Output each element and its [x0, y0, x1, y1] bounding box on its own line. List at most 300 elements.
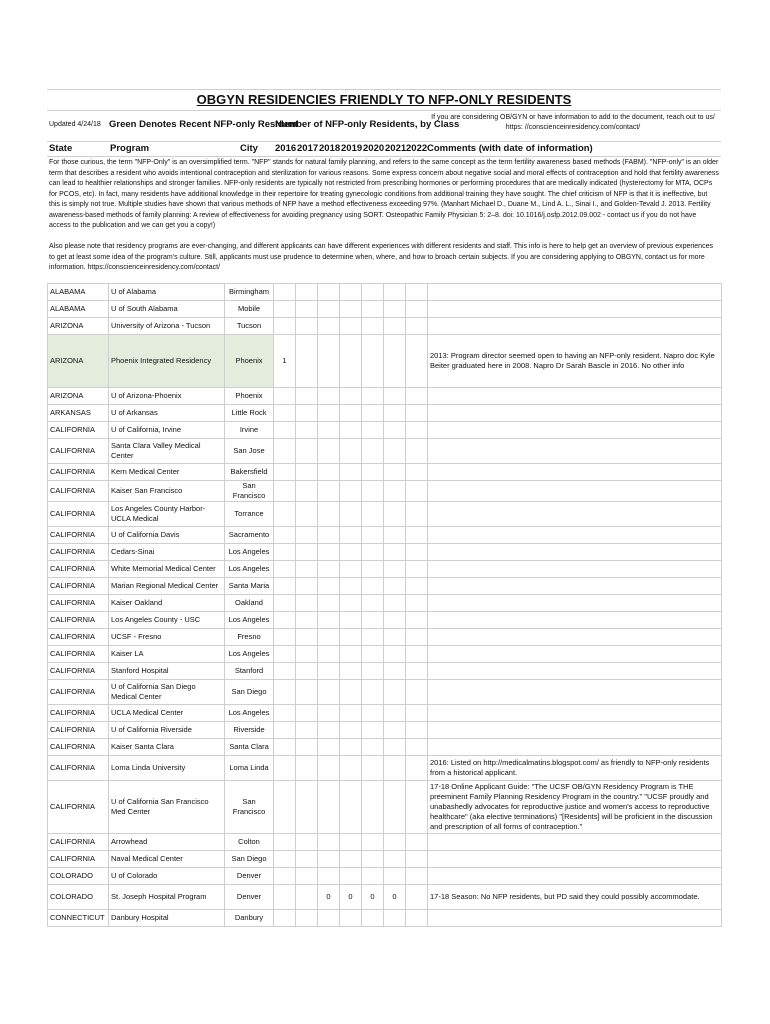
year-count-cell: [384, 834, 406, 851]
year-count-cell: [318, 578, 340, 595]
year-count-cell: [318, 527, 340, 544]
state-cell: CALIFORNIA: [48, 851, 109, 868]
year-count-cell: [318, 502, 340, 527]
city-cell: Torrance: [225, 502, 274, 527]
year-count-cell: [362, 422, 384, 439]
year-count-cell: [384, 561, 406, 578]
state-cell: ALABAMA: [48, 301, 109, 318]
table-row: [48, 722, 722, 739]
year-count-cell: [296, 405, 318, 422]
table-row: [48, 663, 722, 680]
year-count-cell: [318, 851, 340, 868]
state-cell: ALABAMA: [48, 284, 109, 301]
table-row: [48, 646, 722, 663]
state-cell: CALIFORNIA: [48, 595, 109, 612]
year-count-cell: [318, 301, 340, 318]
state-cell: CALIFORNIA: [48, 502, 109, 527]
year-count-cell: [318, 439, 340, 464]
year-count-cell: 1: [274, 335, 296, 388]
table-row: [48, 388, 722, 405]
year-count-cell: 0: [318, 885, 340, 910]
year-count-cell: [340, 705, 362, 722]
state-cell: CALIFORNIA: [48, 544, 109, 561]
city-cell: Colton: [225, 834, 274, 851]
year-count-cell: [318, 739, 340, 756]
year-count-cell: [362, 910, 384, 927]
year-count-cell: [318, 756, 340, 781]
year-count-cell: [384, 527, 406, 544]
year-count-cell: [340, 646, 362, 663]
year-count-cell: [362, 318, 384, 335]
year-count-cell: [406, 629, 428, 646]
table-row: [48, 756, 722, 781]
number-by-class-header: Number of NFP-only Residents, by Class: [275, 119, 460, 130]
intro-paragraph-nfp: For those curious, the term "NFP-Only" is an oversimplified term. "NFP" stands for natural family planning, and refers to the same concept as the term fertility awareness based methods (FABM). "NFP-only" is an older term that describes a resident who avoids intentional contraception and sterilization for various reasons. Some express concern about negative social and moral effects of contraception and hold that fertility awareness can lead to healthier relationships and stronger families. NFP-only residents are typically not restricted from prescribing hormones or performing procedures that are medically indicated (hysterectomy for MTA, OCPs for PCOS, etc). In fact, many residents have additional knowledge in their repertoire for treating gynecologic conditions from additional training they have sought. The chief criticism of NFP is that it is ineffective, but this is simply not true. Multiple studies have shown that various methods of NFP have a method effectiveness exceeding 97%. (Manhart Michael D., Duane M., Lind A. L., Sinai I., and Golden-Tevald J. 2013. Fertility awareness-based methods of family planning: A review of effectiveness for avoiding pregnancy using SORT. Osteopathic Family Physician 5: 2–8. doi: 10.1016/j.osfp.2012.09.002 - contact us if you do not have access to the publication and we can get you a copy!): [49, 159, 719, 229]
state-cell: CALIFORNIA: [48, 439, 109, 464]
program-cell: Marian Regional Medical Center: [109, 578, 225, 595]
year-count-cell: [318, 464, 340, 481]
year-count-cell: [340, 405, 362, 422]
year-count-cell: [406, 851, 428, 868]
year-count-cell: [384, 851, 406, 868]
program-cell: Danbury Hospital: [109, 910, 225, 927]
year-count-cell: 0: [340, 885, 362, 910]
program-cell: Phoenix Integrated Residency: [109, 335, 225, 388]
year-count-cell: [384, 464, 406, 481]
state-cell: CALIFORNIA: [48, 781, 109, 834]
comment-cell: [428, 284, 722, 301]
comment-cell: [428, 851, 722, 868]
comment-cell: [428, 663, 722, 680]
year-count-cell: [340, 318, 362, 335]
city-cell: San Diego: [225, 680, 274, 705]
city-cell: Little Rock: [225, 405, 274, 422]
year-count-cell: [340, 851, 362, 868]
year-count-cell: [274, 739, 296, 756]
year-count-cell: [362, 439, 384, 464]
year-count-cell: [406, 318, 428, 335]
year-count-cell: [296, 481, 318, 502]
year-count-cell: [274, 705, 296, 722]
table-row: [48, 578, 722, 595]
year-count-cell: [318, 646, 340, 663]
year-count-cell: [274, 868, 296, 885]
intro-paragraph-caution: Also please note that residency programs are ever-changing, and different applicants can have different experiences with different residents and staff. This info is here to help get an overview of previous experiences to get at least some idea of the program's culture. Still, applicants must use prudence to determine when, where, and how to broach certain subjects. If you are considering applying to OBGYN, contact us for more information. https://conscienceinresidency.com/contact/: [49, 243, 713, 271]
program-cell: U of California Riverside: [109, 722, 225, 739]
year-count-cell: [318, 388, 340, 405]
year-count-cell: [274, 578, 296, 595]
year-count-cell: [296, 502, 318, 527]
year-count-cell: [406, 578, 428, 595]
year-count-cell: [296, 756, 318, 781]
year-count-cell: [362, 834, 384, 851]
year-count-cell: [362, 284, 384, 301]
state-cell: CALIFORNIA: [48, 722, 109, 739]
program-cell: Kaiser LA: [109, 646, 225, 663]
table-row: [48, 284, 722, 301]
year-count-cell: [296, 868, 318, 885]
year-count-cell: [340, 544, 362, 561]
page-title: OBGYN RESIDENCIES FRIENDLY TO NFP-ONLY RESIDENTS: [47, 89, 721, 111]
year-count-cell: [406, 680, 428, 705]
program-cell: Los Angeles County Harbor-UCLA Medical: [109, 502, 225, 527]
comment-cell: [428, 722, 722, 739]
state-cell: CALIFORNIA: [48, 680, 109, 705]
year-count-cell: [274, 722, 296, 739]
comment-cell: [428, 561, 722, 578]
city-cell: Fresno: [225, 629, 274, 646]
table-row: [48, 868, 722, 885]
year-count-cell: [384, 781, 406, 834]
year-count-cell: [362, 502, 384, 527]
year-count-cell: [384, 502, 406, 527]
year-count-cell: [340, 595, 362, 612]
year-count-cell: [296, 388, 318, 405]
year-count-cell: [406, 502, 428, 527]
state-cell: ARIZONA: [48, 335, 109, 388]
year-count-cell: [318, 663, 340, 680]
program-cell: Arrowhead: [109, 834, 225, 851]
comment-cell: [428, 705, 722, 722]
year-count-cell: [340, 910, 362, 927]
program-cell: U of California, Irvine: [109, 422, 225, 439]
year-count-cell: [340, 301, 362, 318]
year-count-cell: [274, 595, 296, 612]
year-count-cell: [296, 680, 318, 705]
comment-cell: [428, 578, 722, 595]
city-cell: San Francisco: [225, 781, 274, 834]
city-cell: Los Angeles: [225, 646, 274, 663]
year-count-cell: [362, 680, 384, 705]
state-cell: CALIFORNIA: [48, 663, 109, 680]
table-row: [48, 422, 722, 439]
year-count-cell: [296, 544, 318, 561]
year-count-cell: [384, 756, 406, 781]
year-count-cell: [318, 422, 340, 439]
year-count-cell: [362, 544, 384, 561]
year-count-cell: [384, 422, 406, 439]
year-count-cell: [406, 335, 428, 388]
program-cell: U of California San Diego Medical Center: [109, 680, 225, 705]
table-row: [48, 705, 722, 722]
col-year-2020-header: 2020: [363, 143, 385, 154]
year-count-cell: [340, 527, 362, 544]
year-count-cell: [384, 612, 406, 629]
city-cell: Phoenix: [225, 335, 274, 388]
year-count-cell: [274, 502, 296, 527]
year-count-cell: [362, 739, 384, 756]
year-count-cell: [296, 910, 318, 927]
year-count-cell: [318, 595, 340, 612]
year-count-cell: [318, 318, 340, 335]
program-cell: Cedars-Sinai: [109, 544, 225, 561]
program-cell: White Memorial Medical Center: [109, 561, 225, 578]
state-cell: COLORADO: [48, 885, 109, 910]
year-count-cell: [362, 705, 384, 722]
program-cell: Stanford Hospital: [109, 663, 225, 680]
comment-cell: 17-18 Online Applicant Guide: "The UCSF OB/GYN Residency Program is THE preeminent Family Planning Residency Program in the country." "UCSF proudly and unabashedly advocates for reproductive justice and women's access to reproductive healthcare" (aka elective terminations) "[Residents] will be proficient in the discussion and prescription of all forms of contraception.": [428, 781, 722, 834]
comment-cell: [428, 544, 722, 561]
year-count-cell: [406, 301, 428, 318]
year-count-cell: [296, 335, 318, 388]
year-count-cell: [274, 851, 296, 868]
program-cell: UCSF - Fresno: [109, 629, 225, 646]
year-count-cell: [296, 663, 318, 680]
year-count-cell: [340, 561, 362, 578]
header-info-row: [47, 111, 721, 142]
year-count-cell: [406, 834, 428, 851]
year-count-cell: [362, 464, 384, 481]
year-count-cell: [384, 439, 406, 464]
state-cell: CALIFORNIA: [48, 578, 109, 595]
year-count-cell: [362, 481, 384, 502]
year-count-cell: [274, 544, 296, 561]
table-row: [48, 527, 722, 544]
year-count-cell: [340, 781, 362, 834]
year-count-cell: [274, 318, 296, 335]
col-comments-header: Comments (with date of information): [427, 143, 593, 154]
year-count-cell: [274, 885, 296, 910]
year-count-cell: [406, 663, 428, 680]
state-cell: CONNECTICUT: [48, 910, 109, 927]
comment-cell: [428, 318, 722, 335]
table-row: [48, 739, 722, 756]
year-count-cell: [318, 612, 340, 629]
year-count-cell: [384, 284, 406, 301]
year-count-cell: [384, 722, 406, 739]
year-count-cell: [340, 722, 362, 739]
year-count-cell: [318, 868, 340, 885]
comment-cell: [428, 527, 722, 544]
year-count-cell: [406, 595, 428, 612]
year-count-cell: [274, 910, 296, 927]
year-count-cell: [384, 318, 406, 335]
year-count-cell: [362, 722, 384, 739]
program-cell: Los Angeles County - USC: [109, 612, 225, 629]
year-count-cell: [406, 739, 428, 756]
state-cell: COLORADO: [48, 868, 109, 885]
comment-cell: [428, 481, 722, 502]
year-count-cell: [362, 646, 384, 663]
table-row: [48, 405, 722, 422]
city-cell: Los Angeles: [225, 544, 274, 561]
state-cell: ARIZONA: [48, 318, 109, 335]
city-cell: Mobile: [225, 301, 274, 318]
program-cell: University of Arizona - Tucson: [109, 318, 225, 335]
year-count-cell: [362, 781, 384, 834]
col-year-2017-header: 2017: [297, 143, 319, 154]
year-count-cell: [296, 885, 318, 910]
state-cell: CALIFORNIA: [48, 464, 109, 481]
comment-cell: [428, 910, 722, 927]
year-count-cell: [274, 301, 296, 318]
year-count-cell: [340, 868, 362, 885]
city-cell: Riverside: [225, 722, 274, 739]
year-count-cell: [406, 544, 428, 561]
state-cell: CALIFORNIA: [48, 481, 109, 502]
city-cell: Danbury: [225, 910, 274, 927]
year-count-cell: [406, 885, 428, 910]
year-count-cell: [384, 910, 406, 927]
col-program-header: Program: [110, 143, 150, 154]
year-count-cell: [274, 422, 296, 439]
contact-note: If you are considering OB/GYN or have information to add to the document, reach out to us/ https: //conscienceinresidency.com/contact/: [431, 114, 715, 131]
table-row: [48, 910, 722, 927]
table-row: [48, 612, 722, 629]
year-count-cell: [340, 612, 362, 629]
year-count-cell: [340, 439, 362, 464]
table-row: [48, 544, 722, 561]
comment-cell: [428, 612, 722, 629]
year-count-cell: [406, 646, 428, 663]
table-row: [48, 781, 722, 834]
table-row: [48, 595, 722, 612]
year-count-cell: [340, 756, 362, 781]
col-year-2022-header: 2022: [406, 143, 428, 154]
city-cell: Irvine: [225, 422, 274, 439]
residency-table: [47, 283, 722, 927]
year-count-cell: [318, 781, 340, 834]
year-count-cell: [340, 422, 362, 439]
year-count-cell: [384, 663, 406, 680]
program-cell: U of California Davis: [109, 527, 225, 544]
comment-cell: [428, 422, 722, 439]
year-count-cell: [318, 910, 340, 927]
year-count-cell: [384, 705, 406, 722]
table-row: [48, 318, 722, 335]
city-cell: Sacramento: [225, 527, 274, 544]
updated-date: Updated 4/24/18: [49, 121, 101, 128]
year-count-cell: [318, 722, 340, 739]
table-row: [48, 885, 722, 910]
year-count-cell: [406, 388, 428, 405]
year-count-cell: [406, 405, 428, 422]
year-count-cell: [406, 481, 428, 502]
table-row: [48, 561, 722, 578]
col-year-2016-header: 2016: [275, 143, 297, 154]
year-count-cell: [362, 335, 384, 388]
program-cell: Kern Medical Center: [109, 464, 225, 481]
state-cell: CALIFORNIA: [48, 629, 109, 646]
state-cell: CALIFORNIA: [48, 834, 109, 851]
year-count-cell: [384, 680, 406, 705]
year-count-cell: [296, 422, 318, 439]
city-cell: Denver: [225, 868, 274, 885]
city-cell: Los Angeles: [225, 561, 274, 578]
comment-cell: [428, 868, 722, 885]
year-count-cell: [384, 405, 406, 422]
city-cell: Denver: [225, 885, 274, 910]
year-count-cell: [296, 646, 318, 663]
year-count-cell: [406, 722, 428, 739]
state-cell: CALIFORNIA: [48, 422, 109, 439]
year-count-cell: [318, 629, 340, 646]
year-count-cell: [296, 464, 318, 481]
table-row: [48, 481, 722, 502]
year-count-cell: [318, 405, 340, 422]
year-count-cell: [340, 739, 362, 756]
year-count-cell: [340, 663, 362, 680]
year-count-cell: [362, 629, 384, 646]
year-count-cell: [384, 629, 406, 646]
table-row: [48, 439, 722, 464]
year-count-cell: [406, 284, 428, 301]
city-cell: San Diego: [225, 851, 274, 868]
comment-cell: [428, 680, 722, 705]
program-cell: Kaiser San Francisco: [109, 481, 225, 502]
year-count-cell: [384, 544, 406, 561]
city-cell: Bakersfield: [225, 464, 274, 481]
program-cell: Loma Linda University: [109, 756, 225, 781]
year-count-cell: [296, 705, 318, 722]
city-cell: Santa Maria: [225, 578, 274, 595]
year-count-cell: [296, 527, 318, 544]
table-row: [48, 629, 722, 646]
year-count-cell: [384, 595, 406, 612]
year-count-cell: [362, 301, 384, 318]
year-count-cell: [406, 868, 428, 885]
year-count-cell: [274, 629, 296, 646]
program-cell: Naval Medical Center: [109, 851, 225, 868]
year-count-cell: [384, 388, 406, 405]
year-count-cell: [274, 756, 296, 781]
year-count-cell: [406, 422, 428, 439]
year-count-cell: [274, 284, 296, 301]
year-count-cell: [296, 781, 318, 834]
year-count-cell: [296, 851, 318, 868]
city-cell: Oakland: [225, 595, 274, 612]
program-cell: Kaiser Oakland: [109, 595, 225, 612]
year-count-cell: [296, 629, 318, 646]
year-count-cell: [318, 481, 340, 502]
year-count-cell: [274, 646, 296, 663]
year-count-cell: [406, 756, 428, 781]
year-count-cell: [406, 527, 428, 544]
year-count-cell: [340, 834, 362, 851]
year-count-cell: [406, 612, 428, 629]
column-header-row: [47, 142, 721, 157]
year-count-cell: [384, 646, 406, 663]
city-cell: Loma Linda: [225, 756, 274, 781]
program-cell: U of Arkansas: [109, 405, 225, 422]
year-count-cell: [274, 663, 296, 680]
table-row: [48, 335, 722, 388]
program-cell: U of South Alabama: [109, 301, 225, 318]
program-cell: Kaiser Santa Clara: [109, 739, 225, 756]
year-count-cell: [274, 388, 296, 405]
year-count-cell: [384, 739, 406, 756]
year-count-cell: [318, 834, 340, 851]
year-count-cell: [406, 439, 428, 464]
col-year-2019-header: 2019: [341, 143, 363, 154]
year-count-cell: [318, 335, 340, 388]
year-count-cell: [406, 705, 428, 722]
city-cell: San Jose: [225, 439, 274, 464]
year-count-cell: 0: [362, 885, 384, 910]
year-count-cell: [274, 464, 296, 481]
comment-cell: [428, 464, 722, 481]
comment-cell: [428, 834, 722, 851]
year-count-cell: [296, 595, 318, 612]
year-count-cell: [274, 405, 296, 422]
table-row: [48, 851, 722, 868]
year-count-cell: [340, 629, 362, 646]
year-count-cell: [362, 595, 384, 612]
year-count-cell: [274, 612, 296, 629]
state-cell: CALIFORNIA: [48, 756, 109, 781]
comment-cell: [428, 502, 722, 527]
city-cell: Tucson: [225, 318, 274, 335]
